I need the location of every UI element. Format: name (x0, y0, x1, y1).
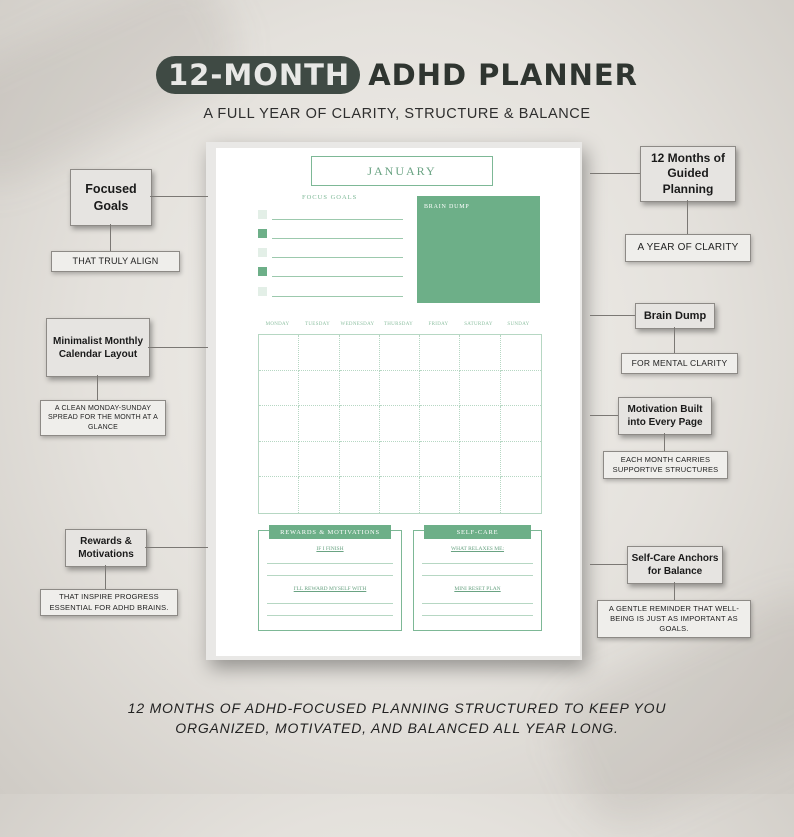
connector-line (97, 375, 98, 400)
calendar-day-cell (259, 477, 299, 513)
calendar-day-cell (501, 371, 541, 407)
calendar-day-cell (380, 406, 420, 442)
rewards-title: REWARDS & MOTIVATIONS (269, 525, 391, 539)
writing-line (267, 575, 393, 576)
connector-line (590, 564, 627, 565)
connector-line (674, 582, 675, 600)
calendar-day-cell (340, 335, 380, 371)
calendar-day-cell (299, 371, 339, 407)
calendar-day-cell (299, 442, 339, 478)
callout-motivation: Motivation Built into Every Page (618, 397, 712, 435)
day-header: FRIDAY (428, 322, 449, 327)
brain-dump-box (417, 196, 540, 303)
calendar-day-cell (340, 477, 380, 513)
calendar-day-cell (460, 371, 500, 407)
planner-page (216, 148, 580, 656)
footer-line-1: 12 MONTHS OF ADHD-FOCUSED PLANNING STRUCTURED TO KEEP YOU (127, 700, 667, 716)
connector-line (664, 433, 665, 451)
focus-goal-row (258, 229, 403, 239)
day-header: THURSDAY (383, 322, 414, 327)
selfcare-panel (413, 530, 542, 631)
subtitle: A FULL YEAR OF CLARITY, STRUCTURE & BALANCE (203, 106, 591, 122)
calendar-day-cell (420, 371, 460, 407)
calendar-day-cell (259, 442, 299, 478)
title-text: ADHD PLANNER (368, 58, 639, 92)
callout-calendar-layout: Minimalist Monthly Calendar Layout (46, 318, 150, 377)
calendar-day-cell (299, 335, 339, 371)
calendar-day-cell (460, 406, 500, 442)
writing-line (422, 603, 533, 604)
connector-line (687, 200, 688, 234)
sub-motivation: EACH MONTH CARRIES SUPPORTIVE STRUCTURES (603, 451, 728, 479)
focus-goal-row (258, 267, 403, 277)
selfcare-title: SELF-CARE (424, 525, 531, 539)
month-title: JANUARY (311, 156, 493, 186)
sub-selfcare: A GENTLE REMINDER THAT WELL-BEING IS JUST AS IMPORTANT AS GOALS. (597, 600, 751, 638)
writing-line (422, 615, 533, 616)
writing-line (267, 603, 393, 604)
connector-line (590, 173, 640, 174)
focus-goal-row (258, 287, 403, 297)
calendar-day-cell (420, 335, 460, 371)
writing-line (422, 575, 533, 576)
day-header: SATURDAY (464, 322, 493, 327)
callout-guided-planning: 12 Months of Guided Planning (640, 146, 736, 202)
rewards-prompt-finish: IF I FINISH (316, 546, 344, 552)
writing-line (267, 563, 393, 564)
sub-calendar-layout: A CLEAN MONDAY-SUNDAY SPREAD FOR THE MONTH AT A GLANCE (40, 400, 166, 436)
sub-brain-dump: FOR MENTAL CLARITY (621, 353, 738, 374)
focus-goals-label: FOCUS GOALS (302, 194, 358, 201)
day-header: MONDAY (265, 322, 290, 327)
calendar-day-cell (501, 335, 541, 371)
calendar-day-cell (460, 442, 500, 478)
callout-brain-dump: Brain Dump (635, 303, 715, 329)
calendar-day-cell (501, 406, 541, 442)
calendar-day-cell (259, 371, 299, 407)
brain-dump-label: BRAIN DUMP (424, 204, 470, 210)
connector-line (150, 196, 208, 197)
calendar-day-cell (501, 477, 541, 513)
footer-line-2: ORGANIZED, MOTIVATED, AND BALANCED ALL YEAR LONG. (175, 720, 619, 737)
calendar-day-cell (460, 477, 500, 513)
sub-rewards: THAT INSPIRE PROGRESS ESSENTIAL FOR ADHD BRAINS. (40, 589, 178, 616)
connector-line (590, 315, 635, 316)
selfcare-prompt-relax: WHAT RELAXES ME: (450, 546, 505, 552)
calendar-day-cell (380, 477, 420, 513)
calendar-grid (258, 334, 542, 514)
calendar-day-cell (501, 442, 541, 478)
calendar-day-cell (340, 406, 380, 442)
calendar-day-cell (380, 442, 420, 478)
connector-line (145, 547, 208, 548)
rewards-panel (258, 530, 402, 631)
selfcare-prompt-reset: MINI RESET PLAN (454, 586, 501, 592)
day-header: TUESDAY (305, 322, 330, 327)
callout-rewards: Rewards & Motivations (65, 529, 147, 567)
connector-line (148, 347, 208, 348)
calendar-day-cell (420, 477, 460, 513)
sub-guided-planning: A YEAR OF CLARITY (625, 234, 751, 262)
connector-line (110, 224, 111, 251)
connector-line (590, 415, 618, 416)
focus-goal-row (258, 210, 403, 220)
rewards-prompt-reward: I'LL REWARD MYSELF WITH (293, 586, 367, 592)
writing-line (267, 615, 393, 616)
calendar-day-cell (380, 371, 420, 407)
connector-line (105, 565, 106, 589)
day-header: WEDNESDAY (340, 322, 375, 327)
calendar-day-cell (420, 406, 460, 442)
day-header: SUNDAY (507, 322, 530, 327)
calendar-day-cell (380, 335, 420, 371)
connector-line (674, 327, 675, 353)
footer-text (0, 698, 794, 739)
calendar-day-cell (299, 406, 339, 442)
sub-focused-goals: THAT TRULY ALIGN (51, 251, 180, 272)
calendar-day-cell (340, 371, 380, 407)
page-title (0, 56, 794, 94)
focus-goal-row (258, 248, 403, 258)
title-highlight: 12-MONTH (156, 56, 360, 94)
calendar-day-cell (340, 442, 380, 478)
calendar-day-cell (420, 442, 460, 478)
calendar-day-cell (299, 477, 339, 513)
calendar-day-cell (259, 335, 299, 371)
callout-selfcare: Self-Care Anchors for Balance (627, 546, 723, 584)
callout-focused-goals: Focused Goals (70, 169, 152, 226)
writing-line (422, 563, 533, 564)
calendar-day-cell (259, 406, 299, 442)
calendar-day-cell (460, 335, 500, 371)
